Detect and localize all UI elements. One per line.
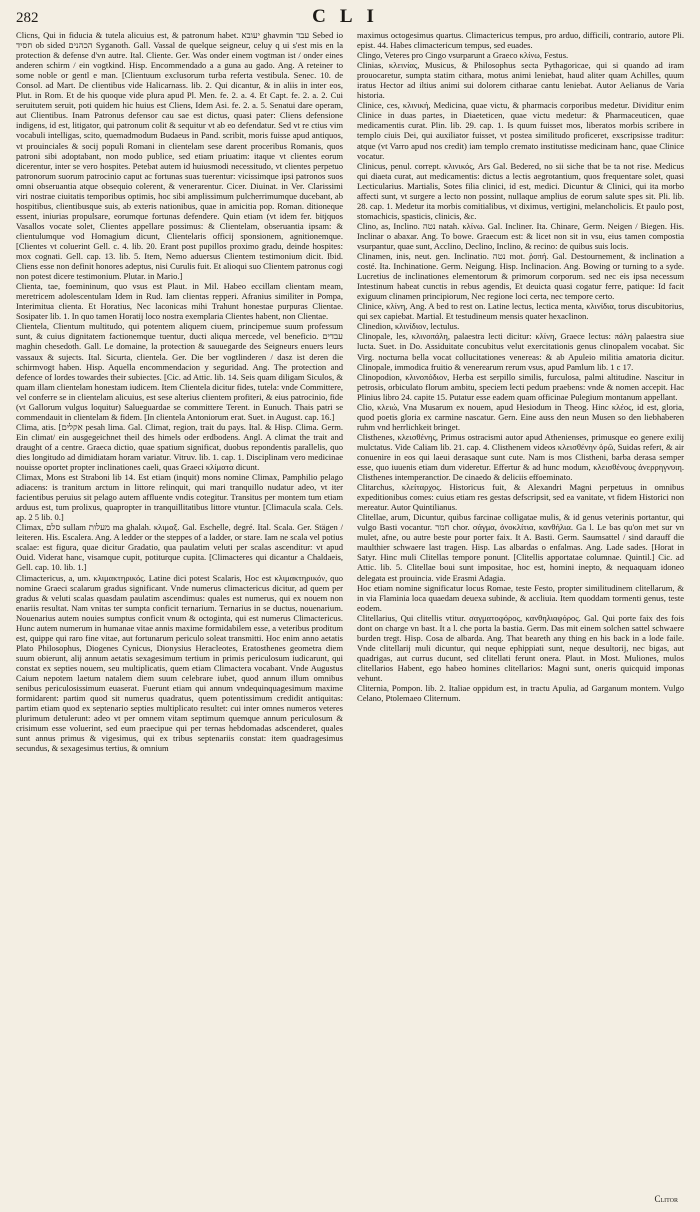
- dictionary-entry: Clienta, tae, foemininum, quo vsus est Plaut. in Mil. Habeo eccillam clientam meam, meretricem adolescentulam Idem in Rud. Iam clientas repperi. Afranius similiter in Pompa, Interimitua clienta. Et Horatius, Nec laconicas mihi Trahunt honestae purpuras Clientae. Sosipater lib. 1. In quo tamen Horatij loco nostra exemplaria Clientes habent, non Clientae.: [16, 281, 343, 322]
- running-title: CLI: [312, 6, 388, 27]
- dictionary-entry: Clinice, ces, κλινική, Medicina, quae victu, & pharmacis corporibus medetur. Dividitur enim Clinice in duas partes, in Diaeteticen, quae victu medetur: & Pharmaceuticen, quae medicamentis curat. Plin. lib. 29. cap. 1. Is quum fuisset mos, liberatos morbis scribere in templo ciuis Dei, qui auxiliator fuisset, vt postea similitudo proficeret, exscripsisse traditur: atque (vt Varro apud nos credit) iam templo cremato institutisse medicinam hanc, quae Clinice vocatur.: [357, 100, 684, 161]
- left-column: [16, 30, 343, 1210]
- two-column-body: [16, 30, 684, 1210]
- page-header: [16, 6, 684, 28]
- right-column: [357, 30, 684, 1210]
- dictionary-entry: Clitellarius, Qui clitellis vtitur. σαγματοφόρος, κανθηλιαφόρος. Gal. Qui porte faix des fois dont on charge vn bast. It a l. che porta la bastia. Germ. Das mit einem solchen sattel schwaere burden tregt. Hisp. Cosa de albarda. Ang. That beareth any thing en his back in a lode faile. Vnde clitellarij muli dicuntur, qui neque ephippiati sunt, neque desultorij, nec bigas, aut quadrigas, aut currus ducunt, sed clitellati ferunt onera. Plaut. in Most. Muliones, mulos clitellarios Habent, ego habeo homines clitellarios: Magni sunt, oneris quicquid imponas vehunt.: [357, 612, 684, 683]
- dictionary-entry: Clinias, κλεινίας, Musicus, & Philosophus secta Pythagoricae, qui si quando ad iram prouocaretur, sumpta statim cithara, motus animi leniebat, haud aliter quam Achilles, quum iratus Hector ad iltius animi sui dolorem citharae cantu leniebat. Autor Aelianus de Varia historia.: [357, 60, 684, 101]
- dictionary-entry: Clinopodion, κλινοπόδιον, Herba est serpillo similis, furculosa, palmi altitudine. Nascitur in petrosis, orbiculato florum ambitu, speciem lecti pedum praebens: vnde & nomen accepit. Hac Plinius libro 24. capite 15. Putatur esse eadem quam officinae Pulegium montanum appellant.: [357, 371, 684, 402]
- dictionary-entry: Climax, סלם sullam מעלות ma ghalah. κλιμαξ. Gal. Eschelle, degré. Ital. Scala. Ger. Stägen / leiteren. His. Escalera. Ang. A ledder or the steppes of a ladder, or stare. Iam ne scala vel potius scalae: est figura, quae dicitur Gradatio, qua paulatim veluti per scalas ascenditur: vt apud Ouid. Viderat hanc, visamque cupit, potiturque cupita. [Climacteres qui dicantur a Chaldaeis, Gell. cap. 10. lib. 1.]: [16, 522, 343, 573]
- dictionary-entry: Clio, κλειώ, Vna Musarum ex nouem, apud Hesiodum in Theog. Hinc κλέος, id est, gloria, quod poetis gloria ex carmine nascatur. Gern. Eine auss den neun Musen so den liebhaberen ruhm vnd herrlichkeit bringet.: [357, 401, 684, 432]
- dictionary-entry: Clitellae, arum, Dicuntur, quibus farcinae colligatae mulis, & id genus veterinis portantur, qui vulgo Basti vocantur. חמר chor. σάγμα, ὀνοκλίτια, κανθήλια. Ga l. Le bas qu'on met sur vn mulet, afne, ou autre beste pour porter faix. It A. Basti. Germ. Saumsattel / sind darauff die maulthier schwaere last tragen. Hisp. Las albardas o enfalmas. Ang. Lade sades. [Horat in Satyr. Hinc muli Clitellas tempore ponunt. [Clitellis apportatae columnae. Quintil.] Cic. ad Attic. lib. 5. Clitellae boui sunt impositae, hoc est, homini inepto, & nequaquam idoneo delegata est prouincia. vide Erasmi Adagia.: [357, 512, 684, 583]
- dictionary-entry: Clinopale, les, κλινοπάλη, palaestra lecti dicitur: κλίνη, Graece lectus: πάλη palaestra siue lucta. Suet. in Do. Assiduitate concubitus velut exercitationis genus clinopalem vocabat. Sic Virg. nocturna bella vocat collucitationes venereas: & ab Apuleio militia amatoria dicitur. Clinopale, immodica fruitio & venerearum rerum vsus, apud Pamlum lib. 1 c 17.: [357, 331, 684, 372]
- dictionary-entry: Clicns, Qui in fiducia & tutela alicuius est, & patronum habet. יעובא ghavmin עבד Sebed io חסיד ob sided הכהנים Syganoth. Gall. Vassal de quelque seigneur, celuy q ui s'est mis en la protection & defense d'vn autre. Ital. Cliente. Ger. Was onder einem vogtman ist / onder eines anderen schirm / ein vogtkind. Hisp. Encommendado a a guna au gado. Ang. A reteiner to some noble or gentl e man. [Clientuum exclusorum turba referta vestibula. Senec. 10. de Consol. ad Mart. De clientibus vide Halicarnass. lib. 2. Qui dicantur, & in aliis in inter eos, Plut. in Rom. Et de his quoque vide plura apud Pl. Men. fe. 2. a. 4. Et Capt. fe. 2. a. 2. Cui seruitutem seruit, poti quidem hic huius est Cliens, Idem Asi. fe. 2. a. 5. Senatui dare operam, aut Clientibus. Inam Patronus defensor cau sae est dictus, quasi pater: Cliens defensione indigens, id est, litigator, qui patronum colit & sequitur vt ab eo defendatur. Sed vt re ctius vim vocabuli intelligas, scito, quemadmodum Budaeus in Pand. scribit, moris fuisse apud antiquos, vt prouinciales & socij populi Romani in clientelam sese darent proceribus Romanis, quos patroni sibi adoptabant, non modo publice, sed etiam priuatim: itaque vt clientes eorum dicerentur, inter se vero hospites. Petebat autem id huiusmodi necessitudo, vt clientes perpetuo patronorum suorum patrocinio caput ac fortunas suas tuerentur: vicissimque ipsi patronos suos omni obseruantia atque obsequio colerent, & venerarentur. Cicer. Diuinat. in Ver. Clarissimi viri nostrae ciuitatis temporibus optimis, hoc sibi amplissimum pulcherrimumque ducebant, ab hospitibus, clientibusque suis, ab exteris nationibus, quae in amicitia pop. Roman. ditioneque essent, iniurias propulsare, eorumque fortunas defendere. Quin etiam (vt idem fer. bitjquos Vasallos vocate solet, Clientes appellare possimus: & Clientelam, obseruantia ipsam: & clientulumque vod Homagium dicunt, Clientelaris officij sponsionem, agnitionemque. [Clientes vt coluerint Gell. c. 4. lib. 20. Erant post pupillos proximo gradu, deinde hospites: mox cognati. Gell. cap. 13. lib. 5. Item, Nemo aduersus Clientem testimonium dicit. Ibid. Cliens esse non definit honores adeptus, nisi Curulis fuit. Et alioqui suo Clientem patronus cogi non potest dicere testimonium. Plutar. in Mario.]: [16, 30, 343, 282]
- dictionary-entry: Clingo, Veteres pro Cingo vsurparunt a Graeco κλίνω, Festus.: [357, 50, 569, 61]
- dictionary-entry: Climax, Mons est Straboni lib 14. Est etiam (inquit) mons nomine Climax, Pamphilio pelago adiacens: is tranitum arctum in littore relinquit, qui mari tranquillo nudatur adeo, vt iter facientibus peruius sit pelago autem affluente vndis cotegitur. Transitus per montem tum etiam arduus est, tum prolixus, quapropter in tranquillitatibus littore vtuntur. [Climacula scala. Cels. ap. 2 5 lib. 0.]: [16, 472, 343, 523]
- dictionary-entry: Clitarchus, κλείταρχος. Historicus fuit, & Alexandri Magni perpetuus in omnibus expeditionibus comes: cuius etiam res gestas defscripsit, sed ea vanitate, vt fidem Historici non mereatur. Autor Quintilianus.: [357, 482, 684, 513]
- dictionary-entry: Clinamen, inis, neut. gen. Inclinatio. נטה mot. ῥοπή. Gal. Destournement, & inclination a costé. Ita. Inchinatione. Germ. Neigung. Hisp. Inclinacion. Ang. Bowing or turning to a syde. Lucretius de inclinationes elementorum & primorum corporum. sed nec eis ipsa necessum Intestinum habeat cunctis in rebus agendis, Et deuicta quasi cogatur ferre, patique: Id facit exiguum clinamen principiorum, Nec regione loci certa, nec tempore certo.: [357, 251, 684, 302]
- dictionary-entry: Clima, atis. [אקלים pesah lima. Gal. Climat, region, trait du pays. Ital. & Hisp. Clima. Germ. Ein climat/ ein ausgegeichnet theil des himels oder erdbodens. Angl. A climat the trait and draught of a centre. Graeca dictio, quae spatium significat, duobus repondentis parallelis, quo dies longitudo ad dimidiatam horam variatur. Vitruv. lib. 1. cap. 1. Disciplinam vero medicinae nouisse oportet propter inclinationes caeli, quas Graeci κλίματα dicunt.: [16, 421, 343, 473]
- dictionary-entry: Clisthenes, κλεισθένης, Primus ostracismi autor apud Athenienses, primusque eo genere exilij mulctatus. Vide Caliam lib. 21. cap. 4. Clisthenem videos κλεισθένην ὁρῶ, Suidas refert, & air conuenire in eos qui laeui derasaque sunt cute. Nam is mos Clistheni, barba derasa semper esse, quo iuuenis etiam dum videretur. Effertur & ad hunc modum, κλεισθένους ἀνερρηγνυιη. Clisthenes intemperanctior. De cinaedo & deliciis effoeminato.: [357, 431, 684, 483]
- dictionary-entry: Cliternia, Pompon. lib. 2. Italiae oppidum est, in tractu Apulia, ad Garganum montem. Vulgo Celano, Ptolemaeo Cliternum.: [357, 683, 684, 704]
- dictionary-entry: Clino, as, Inclino. נטה natah. κλίνω. Gal. Incliner. Ita. Chinare, Germ. Neigen / Biegen. His. Inclinar o abaxar. Ang. To bowe. Graecum est: & licet non sit in vsu, eius tamen compostia vsurpantur, quae sunt, Acclino, Declino, Inclino, & recino: de quibus suis locis.: [357, 220, 684, 251]
- dictionary-entry: maximus octogesimus quartus. Climactericus tempus, pro arduo, difficili, contrario, autore Pli. epist. 44. Habes climactericum tempus, sed euades.: [357, 30, 684, 51]
- dictionary-entry: Hoc etiam nomine significatur locus Romae, teste Festo, propter similitudinem clitellarum, & in via Flaminia loca quaedam deuexa subinde, & accliuia. Item quoddam tormenti genus, teste eodem.: [357, 582, 684, 613]
- dictionary-entry: Clinice, κλίνη, Ang. A bed to rest on. Latine lectus, lectica menta, κλινίδια, torus discubitorius, qui sex capiebat. Martial. Et testudineum mensis quater hexaclinon.: [357, 301, 684, 322]
- dictionary-entry: Clinedion, κλινίδιον, lectulus.: [357, 321, 460, 332]
- page-number: 282: [16, 10, 39, 26]
- dictionary-entry: Climactericus, a, um. κλιμακτηρικός. Latine dici potest Scalaris, Hoc est κλιμακτηρικόν, quo nomine Graeci scalarum gradus significant. Vnde numerus climactericus dicitur, ad quem per gradus & veluti scalas quasdam paulatim ascendimus: quales est numerus, qui ex nouem non enariis resultat. Nam vnitas ter sumpta conficit ternarium. Ternarius in se ductus, nouenarium. Nouenarius autem nouies sumptus conficit vnum & octoginta, qui est numerus Climactericus. Hunc autem numerum in humanae vitae annis maxime formidabilem esse, a veteribus proditum est, quippe qui raro fine vitae, aut fortunarum periculo soleat transmitti. Hoc enim anno aetatis Plato Philosophus, Diogenes Cynicus, Dionysius Heracleotes, Eratosthenes geometra diem suum obierunt, alij annum aetatis sexagesimum tertium in primis periculosum iudicarunt, qui constat ex septies nouem, seu multiplicatis, quem etiam Climactera vocabant. Vnde Augustus Caium nepotem laetum natalem diem suum celebrare iubet, quod annum illum omnibus senibus periculosissimum euaserat. Fuerunt etiam qui annum vndequinquagesimum maxime formidarent: partim quod sit numerus quadratus, quem potentissimum credidit antiquitas: partim etiam quod ex septenario septies multiplicato resultet: cui inter omnes numeros veteres plurimum detulerunt: adeo vt per omnem vitam septimum quemque annum periculosum & crisimum esse voluerint, sed eum praecipue qui per ternas hebdomadas adscenderet, quales sunt annus primus & vigesimus, qui ex tribus septenariis constat: item quadragesimus secundus, & sexagesimus tertius, & omnium: [16, 572, 343, 754]
- dictionary-entry: Clinicus, penul. corrept. κλινικός, Ars Gal. Bedered, no sii siche that be ta not rise. Medicus qui diaeta curat, aut medicamentis: dictus a lectis aegrotantium, quos frequentare solet, quasi Lecticularius. Martialis, Sotes filia clinici, id est, medici. Dicuntur & Clinici, qui ita morbo affecti sunt, vt surgere a lecto non possint, nullaque amplius de eorum salute spes sit. Pli. lib. 28. cap. 1. Medetur ita morbis comitialibus, vt diximus, vertigini, melancholicis. Et paulo post, stomachicis, spasticis, clinicis, &c.: [357, 160, 684, 221]
- catchword: Clitor: [654, 1194, 678, 1204]
- dictionary-entry: Clientela, Clientum multitudo, qui potentem aliquem ciuem, principemue suum professum sunt, & cuius dignitatem factionemque tuentur, ducti aliqua mercede, vel beneficio. עבדים maghin chesedoth. Gall. Le domaine, la protection & sauuegarde des Seigneurs enuers leurs vassaux & sujects. Ital. Sicurta, clientela. Ger. Die ber vogtlinderen / dasz ist deren die schirmvogt haben. Hisp. Aquella encommendacion y seguridad. Ang. The protection and defence of lordes towardes their subiectes. [Cic. ad Attic. lib. 14. Seis quam diligam Siculos, & quam illam clientelam honestam iudicem. Item Clientela dicitur fides, tutela: vnde Committere, vel conferre se in clientelam alicuius, est sese alterius clientem profiteri, & eius patrocinio, fide (vt Gallorum vulgus loquitur) Salueguardae se committere Terent. in Eunuch. Thais patri se commendauit in clientelam & fidem. [In clientela Antoniorum erat. Suet. in August. cap. 16.]: [16, 321, 343, 422]
